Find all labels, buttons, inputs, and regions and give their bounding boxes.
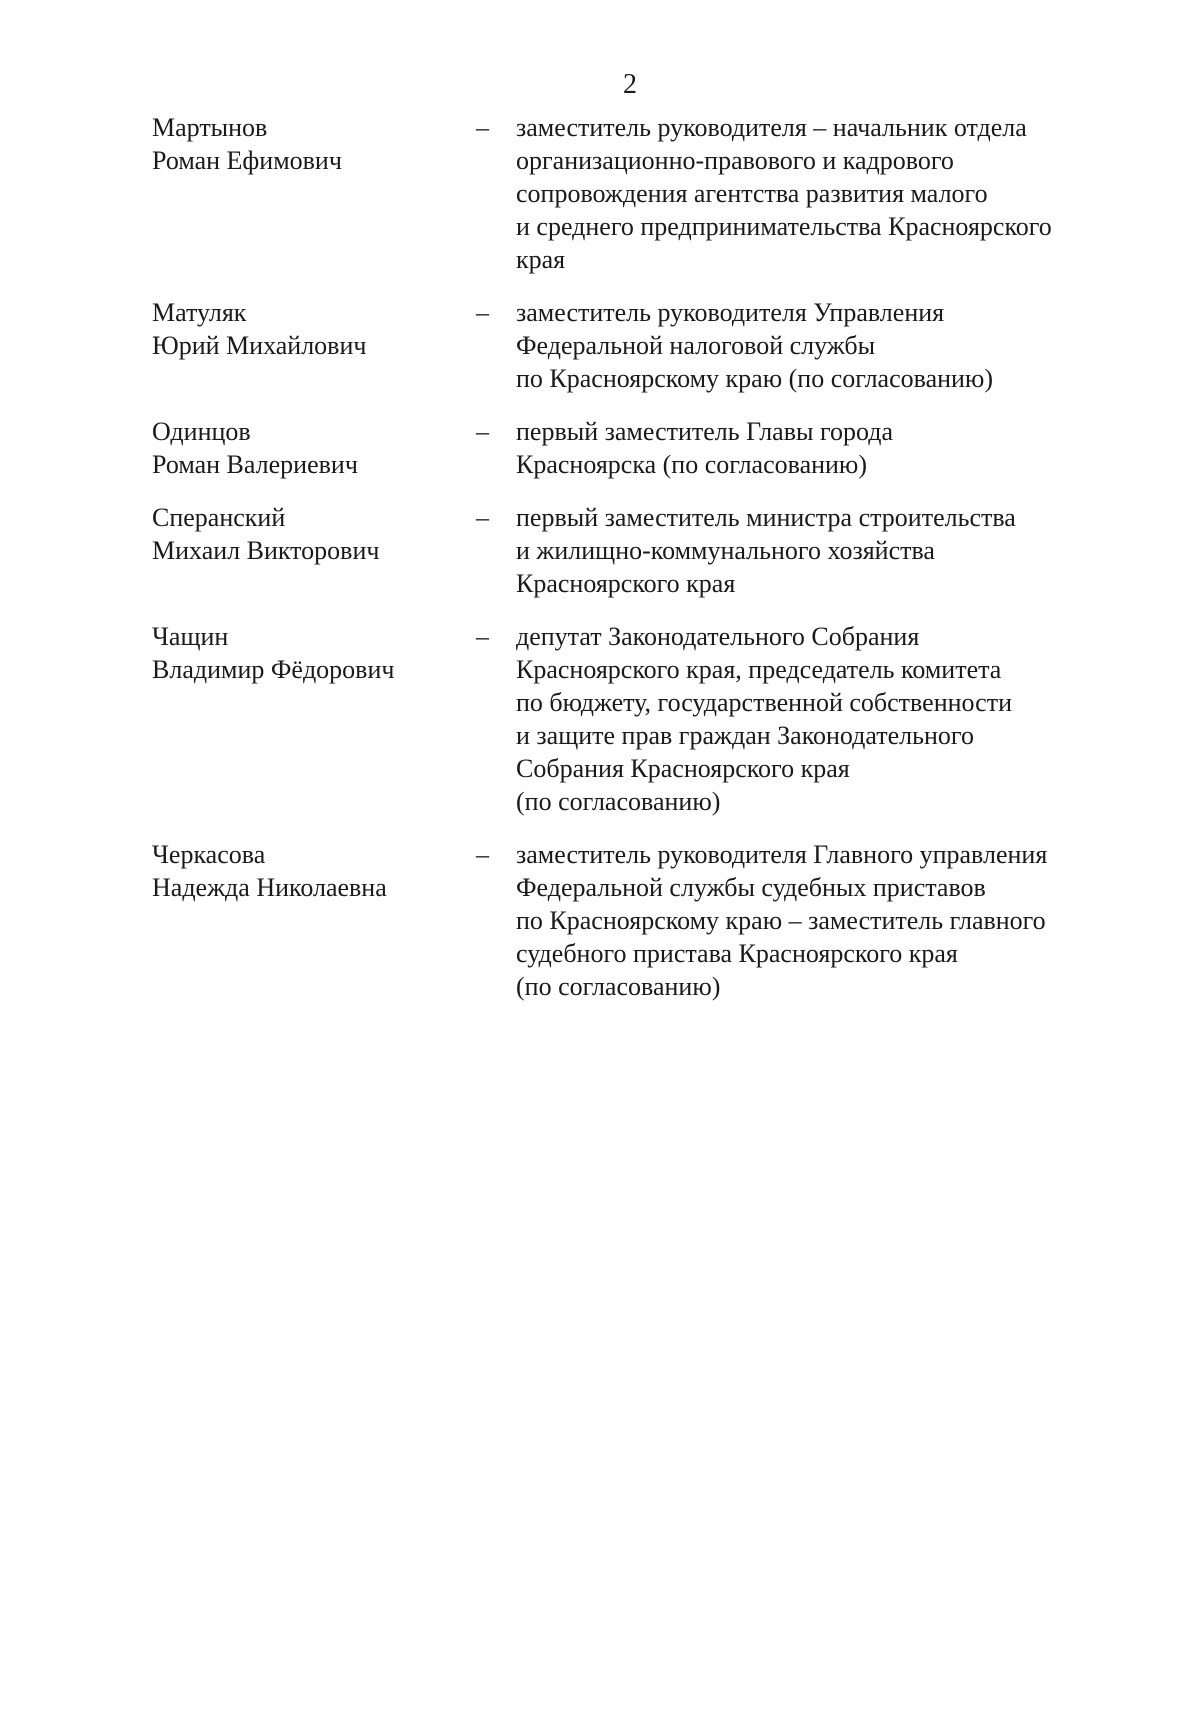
member-name [152,415,452,481]
member-name [152,501,452,567]
member-entry [152,620,1112,818]
member-entry [152,838,1112,1003]
member-given-names: Надежда Николаевна [152,873,387,902]
position-line: и среднего предпринимательства Красноярского [516,212,1052,241]
member-surname: Черкасова [152,840,266,869]
position-line: Красноярского края [516,569,736,598]
position-line: (по согласованию) [516,972,721,1001]
members-list [152,111,1112,1023]
position-line: заместитель руководителя – начальник отдела [516,113,1027,142]
position-line: депутат Законодательного Собрания [516,622,920,651]
position-line: края [516,245,566,274]
member-position [516,501,1116,600]
separator-dash: – [476,840,489,869]
member-name [152,111,452,177]
member-position [516,415,1116,481]
member-given-names: Юрий Михайлович [152,331,367,360]
member-surname: Матуляк [152,298,247,327]
separator-dash: – [476,113,489,142]
member-position [516,111,1116,276]
member-name [152,296,452,362]
member-surname: Чащин [152,622,229,651]
position-line: Красноярска (по согласованию) [516,450,868,479]
member-given-names: Роман Валериевич [152,450,358,479]
position-line: организационно-правового и кадрового [516,146,954,175]
position-line: заместитель руководителя Управления [516,298,945,327]
member-name [152,620,452,686]
member-surname: Одинцов [152,417,251,446]
position-line: сопровождения агентства развития малого [516,179,988,208]
position-line: первый заместитель Главы города [516,417,893,446]
separator-dash: – [476,417,489,446]
member-surname: Сперанский [152,503,286,532]
position-line: заместитель руководителя Главного управления [516,840,1048,869]
position-line: (по согласованию) [516,787,721,816]
position-line: судебного пристава Красноярского края [516,939,958,968]
position-line: Федеральной службы судебных приставов [516,873,986,902]
member-surname: Мартынов [152,113,268,142]
member-position [516,620,1116,818]
separator-dash: – [476,298,489,327]
page-number: 2 [623,69,637,100]
position-line: Федеральной налоговой службы [516,331,876,360]
separator-dash: – [476,622,489,651]
member-name [152,838,452,904]
position-line: Красноярского края, председатель комитета [516,655,1002,684]
member-entry [152,296,1112,395]
member-entry [152,111,1112,276]
position-line: по бюджету, государственной собственности [516,688,1012,717]
position-line: и защите прав граждан Законодательного [516,721,974,750]
position-line: по Красноярскому краю (по согласованию) [516,364,994,393]
member-given-names: Михаил Викторович [152,536,380,565]
position-line: Собрания Красноярского края [516,754,850,783]
member-given-names: Роман Ефимович [152,146,342,175]
position-line: и жилищно-коммунального хозяйства [516,536,935,565]
member-entry [152,415,1112,481]
separator-dash: – [476,503,489,532]
member-position [516,296,1116,395]
position-line: первый заместитель министра строительства [516,503,1016,532]
position-line: по Красноярскому краю – заместитель главного [516,906,1046,935]
member-position [516,838,1116,1003]
member-entry [152,501,1112,600]
member-given-names: Владимир Фёдорович [152,655,395,684]
